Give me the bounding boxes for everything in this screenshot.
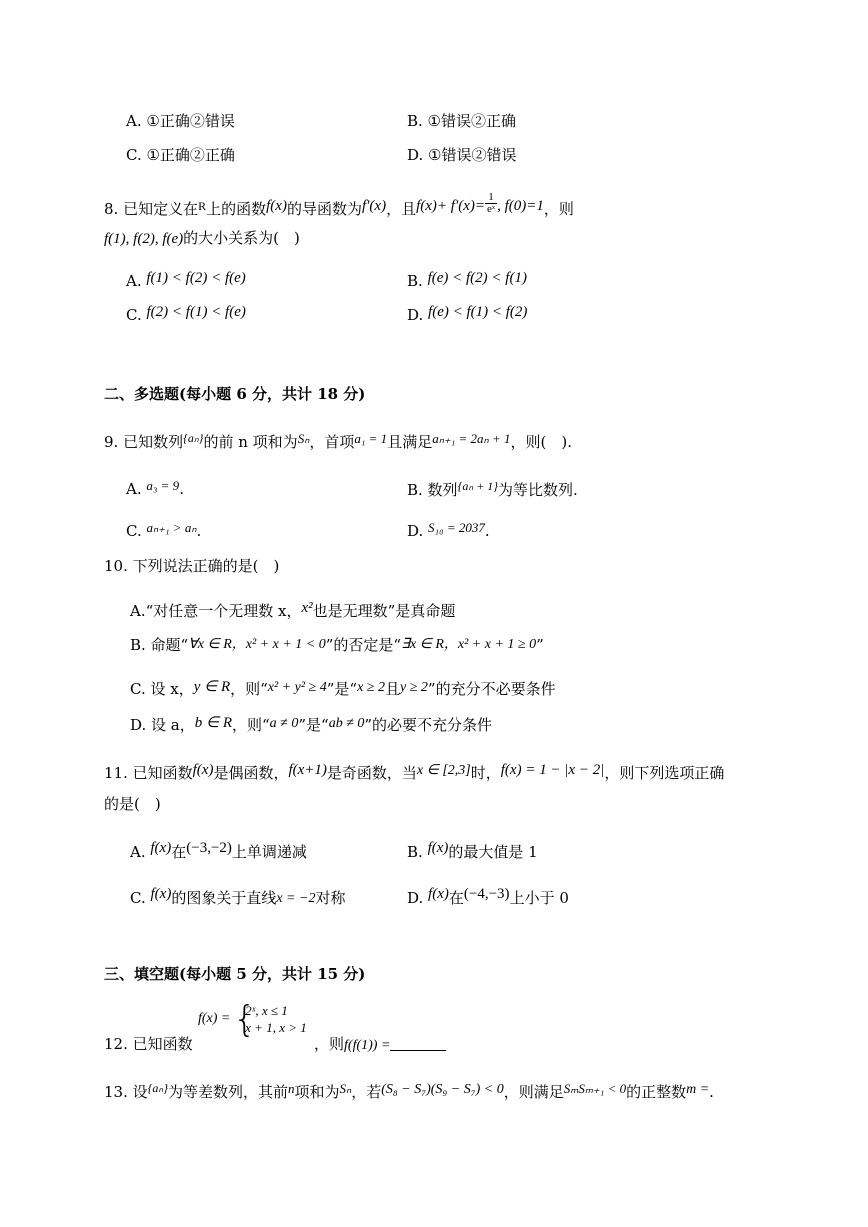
q12-case2: x + 1, x > 1 xyxy=(245,1020,307,1035)
q8-c-expr: f(2) < f(1) < f(e) xyxy=(146,304,246,320)
q8-condition: f(x)+ f′(x)= xyxy=(416,198,485,214)
q11-c-line: x = −2 xyxy=(276,891,316,906)
q13-sn: Sₙ xyxy=(339,1081,352,1096)
q10-a-expr: x² xyxy=(301,600,313,616)
q8-fpx: f′(x) xyxy=(361,198,387,214)
q10-c-expr4: y ≥ 2 xyxy=(400,680,428,695)
q8-option-a xyxy=(126,268,246,291)
q8-mid: 上的函数 xyxy=(206,200,267,218)
q7-option-b: B. ①错误②正确 xyxy=(407,112,517,130)
q13-condition: (S₈ − S₇)(S₉ − S₇) < 0 xyxy=(381,1082,504,1097)
q10-c5: ”的充分不必要条件 xyxy=(427,680,556,698)
q12-answer-blank[interactable] xyxy=(390,1036,446,1051)
q10-b-expr2: ∃x ∈ R，x² + x + 1 ≥ 0 xyxy=(401,637,537,652)
q10-c-expr3: x ≥ 2 xyxy=(357,680,385,695)
q13-t2: 为等差数列，其前 xyxy=(168,1083,289,1101)
q10-option-b xyxy=(130,635,544,655)
q11-fx1: f(x+1) xyxy=(288,762,327,778)
q8-line2-text: 的大小关系为( ) xyxy=(183,229,300,247)
q9-d-end: . xyxy=(484,522,490,540)
q9-option-c xyxy=(126,518,201,541)
q10-c-expr2: x² + y² ≥ 4 xyxy=(267,680,327,695)
q9-t2: 的前 n 项和为 xyxy=(203,433,298,451)
q11-option-b xyxy=(407,838,538,862)
q8-option-d xyxy=(407,302,527,325)
q11-c-t2: 对称 xyxy=(315,889,346,907)
q12-fdef: f(x) = xyxy=(198,1011,231,1026)
q10-b2: ”的否定是“ xyxy=(325,636,402,654)
q13-t6: 的正整数 xyxy=(626,1083,687,1101)
q11-t3: 是奇函数，当 xyxy=(326,764,417,782)
q11-a-t2: 上单调递减 xyxy=(231,843,307,861)
q8-a-expr: f(1) < f(2) < f(e) xyxy=(146,270,246,286)
q12-cases xyxy=(235,1002,307,1036)
q10-d1: D. 设 a， xyxy=(130,716,195,734)
q11-a-t1: 在 xyxy=(171,843,187,861)
q7-option-d: D. ①错误②错误 xyxy=(407,146,517,164)
q8-and: ，且 xyxy=(386,200,417,218)
q8-line2-expr: f(1), f(2), f(e) xyxy=(104,231,184,247)
q9-a-expr: a₃ = 9 xyxy=(146,478,180,493)
q8-stem-line1 xyxy=(104,192,574,219)
q11-c-t1: 的图象关于直线 xyxy=(171,889,277,907)
q11-option-c xyxy=(130,884,345,909)
q10-d-expr2: a ≠ 0 xyxy=(269,716,299,731)
q9-t5: ，则( ). xyxy=(510,433,572,451)
q9-an: {aₙ} xyxy=(183,431,204,445)
q12-case1: { 2ˣ, x ≤ 1 xyxy=(245,1003,288,1018)
q10-a1: A.“对任意一个无理数 x， xyxy=(130,602,302,620)
q9-d-label: D. xyxy=(407,522,424,540)
q8-stem-line2 xyxy=(104,228,300,249)
q10-c1: C. 设 x， xyxy=(130,680,194,698)
q9-option-a xyxy=(126,476,184,499)
q8-b-label: B. xyxy=(407,272,423,290)
q8-d-label: D. xyxy=(407,306,424,324)
q11-b-label: B. xyxy=(407,843,423,861)
q11-d-t2: 上小于 0 xyxy=(509,889,569,907)
q10-d2: ，则“ xyxy=(231,716,270,734)
q9-t3: ，首项 xyxy=(309,433,355,451)
q8-frac-den: eˣ xyxy=(487,203,496,215)
q10-d3: ”是“ xyxy=(298,716,329,734)
q8-b-expr: f(e) < f(2) < f(1) xyxy=(427,270,527,286)
q12-t2: ，则 xyxy=(314,1035,345,1053)
q10-option-c xyxy=(130,677,556,699)
q11-d-label: D. xyxy=(407,889,424,907)
q13-n: n xyxy=(288,1081,295,1096)
q11-t4: 时， xyxy=(470,764,501,782)
q12-stem-label: 12. 已知函数 xyxy=(104,1035,193,1053)
section-2-title: 二、多选题(每小题 6 分，共计 18 分) xyxy=(104,385,366,403)
q10-c3: ”是“ xyxy=(326,680,358,698)
q8-a-label: A. xyxy=(126,272,142,290)
q7-option-c: C. ①正确②正确 xyxy=(126,146,235,164)
q8-frac-num: 1 xyxy=(485,192,497,204)
q11-c-fx: f(x) xyxy=(150,886,172,902)
q10-b1: B. 命题“ xyxy=(130,636,189,654)
q7-option-a: A. ①正确②错误 xyxy=(126,112,235,130)
q8-d-expr: f(e) < f(1) < f(2) xyxy=(428,304,528,320)
q13-m: m = xyxy=(686,1082,710,1097)
q11-a-interval: (−3,−2) xyxy=(186,840,232,856)
q11-fx: f(x) xyxy=(192,762,214,778)
q13-end: . xyxy=(709,1083,714,1101)
q9-b-label: B. 数列 xyxy=(407,481,458,499)
section-3-title: 三、填空题(每小题 5 分，共计 15 分) xyxy=(104,965,366,983)
q13-t3: 项和为 xyxy=(294,1083,340,1101)
q11-t2: 是偶函数， xyxy=(213,764,289,782)
q12-piecewise xyxy=(198,1002,307,1046)
q11-a-fx: f(x) xyxy=(150,840,172,856)
q10-stem: 10. 下列说法正确的是( ) xyxy=(104,557,280,575)
q9-d-expr: S₁₀ = 2037 xyxy=(428,520,485,535)
q11-d-interval: (−4,−3) xyxy=(463,886,510,902)
q9-a1: a₁ = 1 xyxy=(354,431,388,446)
q9-t4: 且满足 xyxy=(387,433,433,451)
q12-ask-expr: f(f(1)) = xyxy=(344,1038,391,1053)
q13-stem xyxy=(104,1078,714,1102)
q11-option-d xyxy=(407,884,569,908)
q11-t1: 11. 已知函数 xyxy=(104,764,193,782)
q8-option-b xyxy=(407,268,527,291)
q11-d-t1: 在 xyxy=(448,889,464,907)
q11-b-fx: f(x) xyxy=(427,840,449,856)
q13-inequality: SₘSₘ₊₁ < 0 xyxy=(563,1081,627,1096)
q9-t1: 9. 已知数列 xyxy=(104,433,184,451)
q9-b-expr: {aₙ + 1} xyxy=(457,479,499,493)
q9-rec: aₙ₊₁ = 2aₙ + 1 xyxy=(432,431,511,446)
q11-a-label: A. xyxy=(130,843,146,861)
q8-c-label: C. xyxy=(126,306,142,324)
q9-option-b xyxy=(407,476,578,500)
q9-sn: Sₙ xyxy=(297,431,310,446)
q9-c-end: . xyxy=(196,522,202,540)
q11-b-text: 的最大值是 1 xyxy=(448,843,538,861)
q9-option-d xyxy=(407,518,490,541)
q9-c-label: C. xyxy=(126,522,142,540)
q10-b3: ” xyxy=(536,636,544,654)
q8-fraction xyxy=(485,192,497,215)
q10-b-expr1: ∀x ∈ R，x² + x + 1 < 0 xyxy=(188,637,326,652)
q10-a2: 也是无理数”是真命题 xyxy=(312,602,456,620)
q11-definition: f(x) = 1 − |x − 2| xyxy=(500,762,605,778)
q9-b-text: 为等比数列. xyxy=(498,481,578,499)
q11-stem-line2: 的是( ) xyxy=(104,795,161,813)
q9-stem xyxy=(104,428,572,452)
q11-d-fx: f(x) xyxy=(428,886,449,902)
q10-d4: ”的必要不充分条件 xyxy=(364,716,493,734)
q10-d-expr3: ab ≠ 0 xyxy=(328,716,365,731)
q13-an: {aₙ} xyxy=(147,1081,169,1095)
q8-then: ，则 xyxy=(543,200,574,218)
q9-a-end: . xyxy=(179,480,184,498)
q10-c-expr1: y ∈ R xyxy=(193,679,231,695)
q8-option-c xyxy=(126,302,246,325)
q11-c-label: C. xyxy=(130,889,146,907)
q10-d-expr1: b ∈ R xyxy=(194,715,232,731)
q11-option-a xyxy=(130,838,307,862)
q10-option-d xyxy=(130,713,492,735)
q9-a-label: A. xyxy=(126,480,142,498)
q8-real-set: R xyxy=(198,199,207,213)
q8-lead: 8. 已知定义在 xyxy=(104,200,199,218)
q10-option-a xyxy=(130,598,455,621)
q11-stem-line1 xyxy=(104,760,724,783)
q10-c4: 且 xyxy=(384,680,400,698)
q13-t5: ，则满足 xyxy=(503,1083,564,1101)
q13-t1: 13. 设 xyxy=(104,1083,148,1101)
q13-t4: ，若 xyxy=(351,1083,382,1101)
q8-condition2: , f(0)=1 xyxy=(497,198,544,214)
q9-c-expr: aₙ₊₁ > aₙ xyxy=(146,520,197,535)
q8-deriv-text: 的导函数为 xyxy=(286,200,362,218)
q11-domain: x ∈ [2,3] xyxy=(416,763,471,778)
q12-ask xyxy=(314,1034,446,1056)
q8-fx: f(x) xyxy=(266,198,287,214)
q11-t5: ，则下列选项正确 xyxy=(604,764,725,782)
q10-c2: ，则“ xyxy=(230,680,268,698)
